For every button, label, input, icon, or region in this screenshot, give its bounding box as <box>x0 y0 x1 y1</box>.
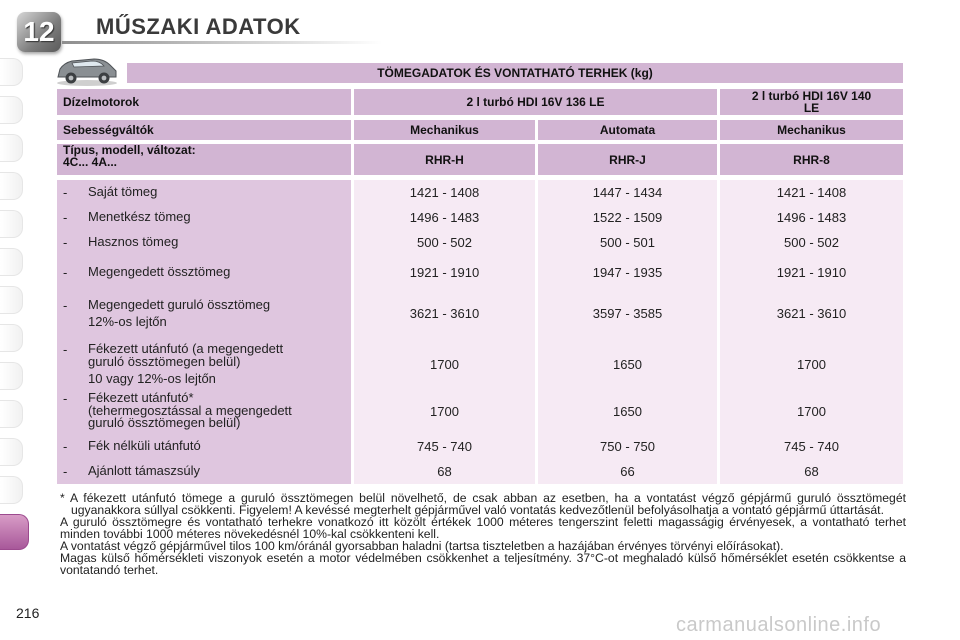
cell-value: 750 - 750 <box>600 439 655 454</box>
row-label-text: Menetkész tömeg <box>88 209 191 224</box>
gearbox-header-row <box>57 120 903 140</box>
row-label-text: Fék nélküli utánfutó <box>88 438 201 453</box>
row-dash: - <box>63 439 68 454</box>
row-label-text: Fékezett utánfutó* <box>88 390 194 405</box>
type-1: RHR-H <box>354 144 535 175</box>
footnote: * A fékezett utánfutó tömege a guruló össztömegen belül növelhető, de csak abban az esetben, ha a vontatást végző gépjármű guruló össztömegét ugyanakkora súllyal csökkenti. Figyelem! A kevéssé megterhelt gépjárművel való vontatás kedvezőtlenül befolyásolhatja a vontató gépjármű úttartását. <box>60 491 906 517</box>
row-label-text: Hasznos tömeg <box>88 234 179 249</box>
type-3: RHR-8 <box>720 144 903 175</box>
cell-value: 1522 - 1509 <box>592 210 663 225</box>
note-paragraph: A guruló össztömegre és vontatható terhekre vonatkozó itt közölt értékek 1000 méteres tengerszint feletti magasságig érvényesek, a vontatható terhet minden további 1000 méteres növekedésnél 10%-kal csökkenteni kell. <box>60 515 906 541</box>
chapter-tab[interactable] <box>0 172 23 200</box>
chapter-tab[interactable] <box>0 286 23 314</box>
type-label <box>57 144 351 175</box>
row-label-text: Megengedett össztömeg <box>88 264 231 279</box>
cell-value: 68 <box>437 464 452 479</box>
cell-value: 3597 - 3585 <box>592 306 663 321</box>
row-label-text: Fékezett utánfutó (a megengedett <box>88 341 284 356</box>
note-paragraph: A vontatást végző gépjárművel tilos 100 km/óránál gyorsabban haladni (tartsa tiszteletben a hazájában érvényes törvényi előírásokat). <box>60 539 784 553</box>
cell-value: 1921 - 1910 <box>776 265 847 280</box>
watermark: carmanualsonline.info <box>676 614 882 636</box>
cell-value: 1496 - 1483 <box>776 210 847 225</box>
gearbox-label: Sebességváltók <box>57 120 351 140</box>
cell-value: 1921 - 1910 <box>409 265 480 280</box>
notes-section <box>60 492 906 576</box>
chapter-tab[interactable] <box>0 134 23 162</box>
chapter-tab-active[interactable] <box>0 514 29 550</box>
chapter-tab[interactable] <box>0 96 23 124</box>
row-dash: - <box>63 464 68 479</box>
row-sublabel: 10 vagy 12%-os lejtőn <box>88 371 216 386</box>
cell-value: 1650 <box>613 357 642 372</box>
cell-value: 1700 <box>797 357 826 372</box>
note-paragraph: Magas külső hőmérsékleti viszonyok esetén a motor védelmében csökkenhet a teljesítmény. 37°C-ot meghaladó külső hőmérséklet esetén csökkentse a vontatandó terhet. <box>60 551 906 577</box>
row-dash: - <box>63 235 68 250</box>
row-sublabel: 12%-os lejtőn <box>88 314 167 329</box>
chapter-tab[interactable] <box>0 362 23 390</box>
cell-value: 500 - 501 <box>600 235 655 250</box>
row-label-text: guruló össztömegen belül) <box>88 415 241 430</box>
type-label-line1: Típus, modell, változat: <box>63 143 196 157</box>
cell-value: 1447 - 1434 <box>592 185 663 200</box>
row-dash: - <box>63 210 68 225</box>
cell-value: 3621 - 3610 <box>409 306 480 321</box>
engine-label: Dízelmotorok <box>57 89 351 115</box>
row-dash: - <box>63 298 68 313</box>
chapter-tab[interactable] <box>0 248 23 276</box>
row-dash: - <box>63 265 68 280</box>
chapter-tab[interactable] <box>0 400 23 428</box>
chapter-tab[interactable] <box>0 324 23 352</box>
type-2: RHR-J <box>538 144 717 175</box>
cell-value: 1421 - 1408 <box>776 185 847 200</box>
gearbox-1: Mechanikus <box>354 120 535 140</box>
row-label-text: Ajánlott támaszsúly <box>88 463 200 478</box>
chapter-tab[interactable] <box>0 438 23 466</box>
row-label-text: (tehermegosztással a megengedett <box>88 403 292 418</box>
chapter-tab[interactable] <box>0 210 23 238</box>
type-label-line2: 4C... 4A... <box>63 155 118 169</box>
cell-value: 1700 <box>430 357 459 372</box>
engine-136: 2 l turbó HDI 16V 136 LE <box>354 89 717 115</box>
table-body <box>57 180 903 484</box>
row-label-text: Saját tömeg <box>88 184 158 199</box>
page-number: 216 <box>16 605 40 621</box>
cell-value: 1700 <box>430 404 459 419</box>
type-header-row <box>57 144 903 175</box>
page-title: MŰSZAKI ADATOK <box>96 14 301 39</box>
engine-140: 2 l turbó HDI 16V 140 LE <box>720 89 903 115</box>
row-label-text: guruló össztömegen belül) <box>88 354 241 369</box>
table-title: TÖMEGADATOK ÉS VONTATHATÓ TERHEK (kg) <box>127 63 903 83</box>
row-dash: - <box>63 185 68 200</box>
cell-value: 500 - 502 <box>417 235 472 250</box>
cell-value: 1650 <box>613 404 642 419</box>
cell-value: 3621 - 3610 <box>776 306 847 321</box>
gearbox-3: Mechanikus <box>720 120 903 140</box>
car-icon <box>54 53 120 87</box>
cell-value: 745 - 740 <box>417 439 472 454</box>
title-underline <box>62 41 382 44</box>
cell-value: 1421 - 1408 <box>409 185 480 200</box>
cell-value: 745 - 740 <box>784 439 839 454</box>
chapter-tab-strip <box>0 58 28 578</box>
cell-value: 1496 - 1483 <box>409 210 480 225</box>
cell-value: 66 <box>620 464 635 479</box>
cell-value: 1700 <box>797 404 826 419</box>
chapter-number-badge: 12 <box>17 12 61 52</box>
row-dash: - <box>63 342 68 357</box>
cell-value: 500 - 502 <box>784 235 839 250</box>
chapter-tab[interactable] <box>0 476 23 504</box>
engine-header-row <box>57 89 903 115</box>
chapter-tab[interactable] <box>0 58 23 86</box>
cell-value: 68 <box>804 464 819 479</box>
row-label-text: Megengedett guruló össztömeg <box>88 297 271 312</box>
cell-value: 1947 - 1935 <box>592 265 663 280</box>
row-dash: - <box>63 391 68 406</box>
gearbox-2: Automata <box>538 120 717 140</box>
